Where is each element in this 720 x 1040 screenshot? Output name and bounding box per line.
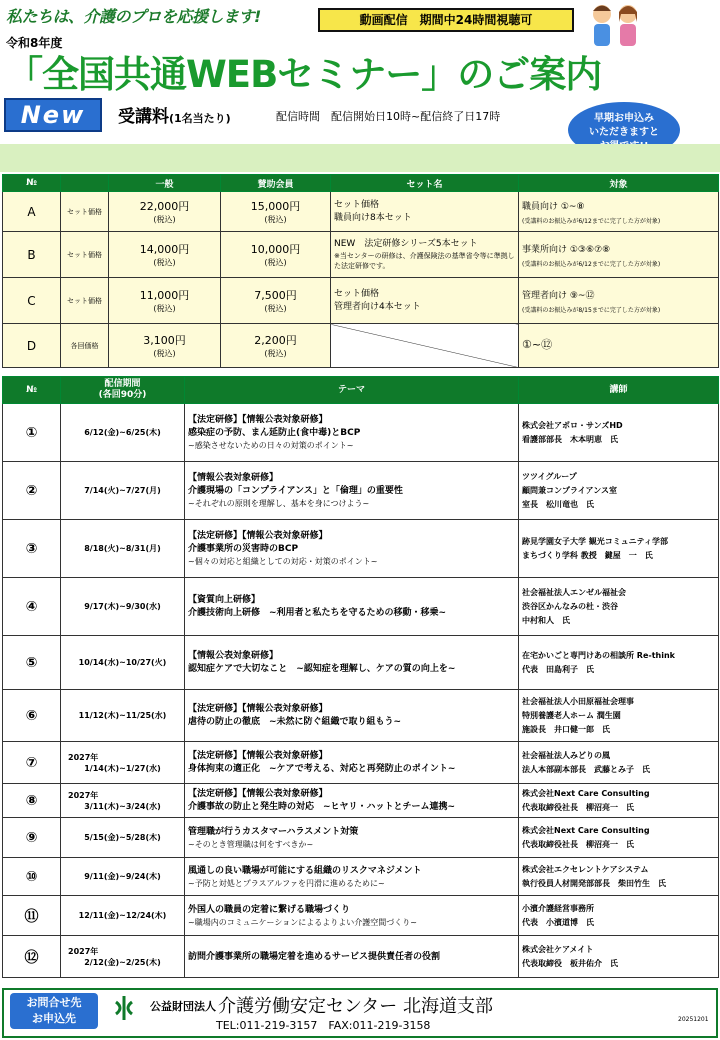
target-text: 事業所向け ①③⑥⑦⑧ <box>522 244 611 255</box>
lecturer-line-2: 法人本部副本部長 武藤とみ子 氏 <box>522 764 650 774</box>
price-general-value: 3,100円 <box>143 334 186 347</box>
page-title: 「全国共通WEBセミナー」のご案内 <box>6 53 602 96</box>
schedule-row <box>3 858 719 896</box>
tel-fax: TEL:011-219-3157 FAX:011-219-3158 <box>216 1019 431 1032</box>
lecturer-line-1: 株式会社アポロ・サンズHD <box>522 420 623 430</box>
session-lecturer <box>519 578 719 636</box>
price-header-set: セット名 <box>331 175 519 192</box>
session-tag: 【法定研修】【情報公表対象研修】 <box>188 750 328 761</box>
lecturer-line-2: 執行役員人材開発部部長 柴田竹生 氏 <box>522 878 666 888</box>
tax-note: (税込) <box>153 215 176 224</box>
session-date-range: 7/14(火)~7/27(月) <box>84 486 161 495</box>
price-table <box>2 174 719 368</box>
session-date-range: 6/12(金)~6/25(木) <box>84 428 161 437</box>
tax-note: (税込) <box>153 258 176 267</box>
session-number: ⑤ <box>3 636 61 690</box>
session-date-range: 5/15(金)~5/28(木) <box>84 833 161 842</box>
session-theme-title: 認知症ケアで大切なこと ~認知症を理解し、ケアの質の向上を~ <box>188 663 456 674</box>
price-member <box>221 192 331 232</box>
session-theme <box>185 578 519 636</box>
session-theme <box>185 936 519 978</box>
price-no: A <box>3 192 61 232</box>
session-theme <box>185 896 519 936</box>
org-name: 介護労働安定センター 北海道支部 <box>218 996 494 1017</box>
streaming-banner: 動画配信 期間中24時間視聴可 <box>318 8 574 32</box>
set-name <box>331 278 519 324</box>
session-subtitle: ~個々の対応と組織としての対応・対策のポイント~ <box>188 556 378 566</box>
price-general <box>109 324 221 368</box>
lecturer-line-2: 看護部部長 木本明恵 氏 <box>522 434 618 444</box>
session-lecturer <box>519 784 719 818</box>
schedule-row <box>3 404 719 462</box>
price-member-value: 7,500円 <box>254 289 297 302</box>
session-subtitle: ~職場内のコミュニケーションによるよりよい介護空間づくり~ <box>188 917 417 927</box>
green-band <box>0 144 720 172</box>
schedule-header-date-label: 配信期間 <box>104 379 141 389</box>
session-subtitle: ~予防と対処とプラスアルファを円滑に進めるために~ <box>188 878 385 888</box>
price-header-target: 対象 <box>519 175 719 192</box>
price-kind: 各回価格 <box>61 324 109 368</box>
session-tag: 【法定研修】【情報公表対象研修】 <box>188 703 328 714</box>
set-name-line-1: セット価格 <box>334 199 380 210</box>
session-lecturer <box>519 690 719 742</box>
lecturer-line-1: 株式会社エクセレントケアシステム <box>522 864 649 874</box>
price-header-member: 賛助会員 <box>221 175 331 192</box>
session-number: ⑨ <box>3 818 61 858</box>
session-date <box>61 636 185 690</box>
lecturer-line-1: 在宅かいごと専門けあの相談所 Re-think <box>522 650 675 660</box>
price-no: B <box>3 232 61 278</box>
bubble-line-2: いただきますと <box>589 127 659 138</box>
price-member-value: 2,200円 <box>254 334 297 347</box>
session-theme <box>185 520 519 578</box>
session-theme-title: 外国人の職員の定着に繋げる職場づくり <box>188 904 351 915</box>
session-date <box>61 896 185 936</box>
session-lecturer <box>519 520 719 578</box>
session-lecturer <box>519 636 719 690</box>
target-note: (受講料のお振込みが8/15までに完了した方が対象) <box>522 306 661 314</box>
target-note: (受講料のお振込みが6/12までに完了した方が対象) <box>522 260 661 268</box>
target-text: 職員向け ①~⑧ <box>522 201 585 212</box>
contact-line-2: お申込先 <box>32 1012 76 1025</box>
session-tag: 【情報公表対象研修】 <box>188 650 279 661</box>
session-tag: 【法定研修】【情報公表対象研修】 <box>188 788 328 799</box>
lecturer-line-3: 中村和人 氏 <box>522 615 570 625</box>
session-number: ⑫ <box>3 936 61 978</box>
price-general <box>109 278 221 324</box>
fee-label <box>118 102 231 127</box>
price-no: D <box>3 324 61 368</box>
lecturer-line-2: 渋谷区かんなみの杜・渋谷 <box>522 601 618 611</box>
lecturer-line-1: 社会福祉法人小田原福祉会理事 <box>522 696 634 706</box>
session-theme <box>185 742 519 784</box>
session-theme-title: 介護現場の「コンプライアンス」と「倫理」の重要性 <box>188 485 403 496</box>
lecturer-line-1: 株式会社Next Care Consulting <box>522 825 650 835</box>
price-header-no: № <box>3 175 61 192</box>
session-lecturer <box>519 462 719 520</box>
session-date-range: 9/17(木)~9/30(水) <box>84 602 161 611</box>
contact-badge <box>10 993 98 1029</box>
price-target <box>519 278 719 324</box>
session-lecturer <box>519 742 719 784</box>
set-name-empty <box>331 324 519 368</box>
session-year: 2027年 <box>68 946 99 956</box>
session-date-range: 12/11(金)~12/24(木) <box>78 911 167 920</box>
session-theme-title: 感染症の予防、まん延防止(食中毒)とBCP <box>188 427 361 438</box>
session-date-range: 9/11(金)~9/24(木) <box>84 872 161 881</box>
session-number: ③ <box>3 520 61 578</box>
lecturer-line-1: 株式会社ケアメイト <box>522 944 594 954</box>
lecturer-line-2: まちづくり学科 教授 鍵屋 一 氏 <box>522 550 653 560</box>
schedule-row <box>3 690 719 742</box>
lecturer-line-2: 代表取締役社長 柳沼亮一 氏 <box>522 839 634 849</box>
session-number: ⑦ <box>3 742 61 784</box>
session-date <box>61 404 185 462</box>
schedule-header-theme: テーマ <box>185 377 519 404</box>
price-target <box>519 192 719 232</box>
session-theme-title: 訪問介護事業所の職場定着を進めるサービス提供責任者の役割 <box>188 951 441 962</box>
set-name <box>331 232 519 278</box>
contact-line-1: お問合せ先 <box>26 996 82 1009</box>
schedule-row <box>3 742 719 784</box>
price-general-value: 14,000円 <box>139 243 190 256</box>
price-no: C <box>3 278 61 324</box>
session-number: ⑩ <box>3 858 61 896</box>
price-table-header <box>3 175 719 192</box>
lecturer-line-1: 跡見学園女子大学 観光コミュニティ学部 <box>522 536 668 546</box>
lecturer-line-3: 施設長 井口健一郎 氏 <box>522 724 610 734</box>
lecturer-line-2: 代表 田島利子 氏 <box>522 664 594 674</box>
session-date <box>61 520 185 578</box>
fiscal-year: 令和8年度 <box>6 36 63 50</box>
session-theme-title: 管理職が行うカスタマーハラスメント対策 <box>188 826 359 837</box>
lecturer-line-2: 代表取締役 板井佑介 氏 <box>522 958 618 968</box>
session-date <box>61 858 185 896</box>
set-name-line-2: ※当センターの研修は、介護保険法の基準省令等に準拠した法定研修です。 <box>334 252 515 270</box>
price-kind: セット価格 <box>61 192 109 232</box>
schedule-row <box>3 784 719 818</box>
session-date <box>61 462 185 520</box>
lecturer-line-1: ツツイグループ <box>522 471 577 481</box>
organization-logo-icon <box>112 994 136 1022</box>
session-theme <box>185 636 519 690</box>
price-target <box>519 232 719 278</box>
session-year: 2027年 <box>68 752 99 762</box>
session-date-range: 8/18(火)~8/31(月) <box>84 544 161 553</box>
lecturer-line-2: 代表 小濱道博 氏 <box>522 917 594 927</box>
price-kind: セット価格 <box>61 232 109 278</box>
schedule-header-no: № <box>3 377 61 404</box>
price-member <box>221 324 331 368</box>
session-number: ⑪ <box>3 896 61 936</box>
session-date-range: 1/14(木)~1/27(水) <box>84 763 161 773</box>
tax-note: (税込) <box>153 304 176 313</box>
schedule-header-lecturer: 講師 <box>519 377 719 404</box>
session-subtitle: ~感染させないための日々の対策のポイント~ <box>188 440 354 450</box>
session-number: ② <box>3 462 61 520</box>
lecturer-line-2: 特別養護老人ホーム 潤生園 <box>522 710 621 720</box>
tax-note: (税込) <box>264 215 287 224</box>
session-lecturer <box>519 936 719 978</box>
lecturer-line-1: 小濱介護経営事務所 <box>522 903 594 913</box>
session-theme <box>185 784 519 818</box>
session-date-range: 2/12(金)~2/25(木) <box>84 957 161 967</box>
session-theme-title: 風通しの良い職場が可能にする組織のリスクマネジメント <box>188 865 422 876</box>
lecturer-line-1: 株式会社Next Care Consulting <box>522 788 650 798</box>
target-text: ①~⑫ <box>522 337 553 351</box>
new-badge: New <box>4 98 102 132</box>
schedule-row <box>3 636 719 690</box>
session-number: ⑧ <box>3 784 61 818</box>
bubble-line-1: 早期お申込み <box>594 113 654 124</box>
session-theme-title: 虐待の防止の徹底 ~未然に防ぐ組織で取り組もう~ <box>188 716 402 727</box>
session-date <box>61 578 185 636</box>
fee-note: (1名当たり) <box>169 112 231 125</box>
price-member <box>221 232 331 278</box>
tagline: 私たちは、介護のプロを応援します! <box>6 7 261 26</box>
schedule-table <box>2 376 719 978</box>
session-subtitle: ~そのとき管理職は何をすべきか~ <box>188 839 314 849</box>
session-date <box>61 690 185 742</box>
set-name-line-1: セット価格 <box>334 288 380 299</box>
price-row <box>3 192 719 232</box>
session-date-range: 11/12(木)~11/25(水) <box>78 711 167 720</box>
tax-note: (税込) <box>264 258 287 267</box>
lecturer-line-2: 顧問兼コンプライアンス室 <box>522 485 617 495</box>
price-general-value: 22,000円 <box>139 200 190 213</box>
set-name-line-1: NEW 法定研修シリーズ5本セット <box>334 239 478 249</box>
schedule-row <box>3 818 719 858</box>
price-row <box>3 324 719 368</box>
session-theme <box>185 690 519 742</box>
doc-code: 20251201 <box>678 1016 709 1023</box>
session-date <box>61 936 185 978</box>
schedule-table-header <box>3 377 719 404</box>
set-name-line-2: 管理者向け4本セット <box>334 301 421 312</box>
price-member-value: 15,000円 <box>250 200 301 213</box>
session-lecturer <box>519 404 719 462</box>
price-general-value: 11,000円 <box>139 289 190 302</box>
session-theme-title: 介護技術向上研修 ~利用者と私たちを守るための移動・移乗~ <box>188 607 447 618</box>
session-theme <box>185 404 519 462</box>
session-theme <box>185 462 519 520</box>
session-date-range: 3/11(木)~3/24(水) <box>84 801 161 811</box>
price-header-kind <box>61 175 109 192</box>
session-tag: 【法定研修】【情報公表対象研修】 <box>188 414 328 425</box>
session-date <box>61 784 185 818</box>
session-lecturer <box>519 818 719 858</box>
session-subtitle: ~それぞれの原則を理解し、基本を身につけよう~ <box>188 498 370 508</box>
session-theme-title: 介護事業所の災害時のBCP <box>188 543 299 554</box>
schedule-header-date-sub: (各回90分) <box>98 390 147 400</box>
session-tag: 【情報公表対象研修】 <box>188 472 279 483</box>
schedule-row <box>3 578 719 636</box>
price-general <box>109 232 221 278</box>
set-name-line-2: 職員向け8本セット <box>334 212 412 223</box>
session-theme <box>185 858 519 896</box>
price-member-value: 10,000円 <box>250 243 301 256</box>
session-tag: 【法定研修】【情報公表対象研修】 <box>188 530 328 541</box>
fee-label-text: 受講料 <box>118 107 169 127</box>
target-text: 管理者向け ⑨~⑫ <box>522 290 595 301</box>
price-header-general: 一般 <box>109 175 221 192</box>
schedule-row <box>3 520 719 578</box>
org-type: 公益財団法人 <box>150 1000 216 1013</box>
session-date-range: 10/14(水)~10/27(火) <box>78 658 167 667</box>
session-theme <box>185 818 519 858</box>
set-name <box>331 192 519 232</box>
price-kind: セット価格 <box>61 278 109 324</box>
lecturer-line-3: 室長 松川竜也 氏 <box>522 499 594 509</box>
session-year: 2027年 <box>68 790 99 800</box>
tax-note: (税込) <box>264 349 287 358</box>
lecturer-line-1: 社会福祉法人エンゼル福祉会 <box>522 587 626 597</box>
session-date <box>61 818 185 858</box>
session-number: ⑥ <box>3 690 61 742</box>
session-lecturer <box>519 858 719 896</box>
session-theme-title: 身体拘束の適正化 ~ケアで考える、対応と再発防止のポイント~ <box>188 763 456 774</box>
session-tag: 【資質向上研修】 <box>188 594 261 605</box>
schedule-row <box>3 896 719 936</box>
session-date <box>61 742 185 784</box>
lecturer-line-2: 代表取締役社長 柳沼亮一 氏 <box>522 802 634 812</box>
session-number: ① <box>3 404 61 462</box>
lecturer-line-1: 社会福祉法人みどりの風 <box>522 750 610 760</box>
schedule-row <box>3 936 719 978</box>
session-lecturer <box>519 896 719 936</box>
schedule-header-date <box>61 377 185 404</box>
session-theme-title: 介護事故の防止と発生時の対応 ~ヒヤリ・ハットとチーム連携~ <box>188 801 456 812</box>
session-number: ④ <box>3 578 61 636</box>
price-target <box>519 324 719 368</box>
schedule-row <box>3 462 719 520</box>
price-general <box>109 192 221 232</box>
tax-note: (税込) <box>153 349 176 358</box>
price-row <box>3 232 719 278</box>
price-row <box>3 278 719 324</box>
target-note: (受講料のお振込みが6/12までに完了した方が対象) <box>522 217 661 225</box>
delivery-time: 配信時間 配信開始日10時~配信終了日17時 <box>276 110 501 123</box>
price-member <box>221 278 331 324</box>
tax-note: (税込) <box>264 304 287 313</box>
